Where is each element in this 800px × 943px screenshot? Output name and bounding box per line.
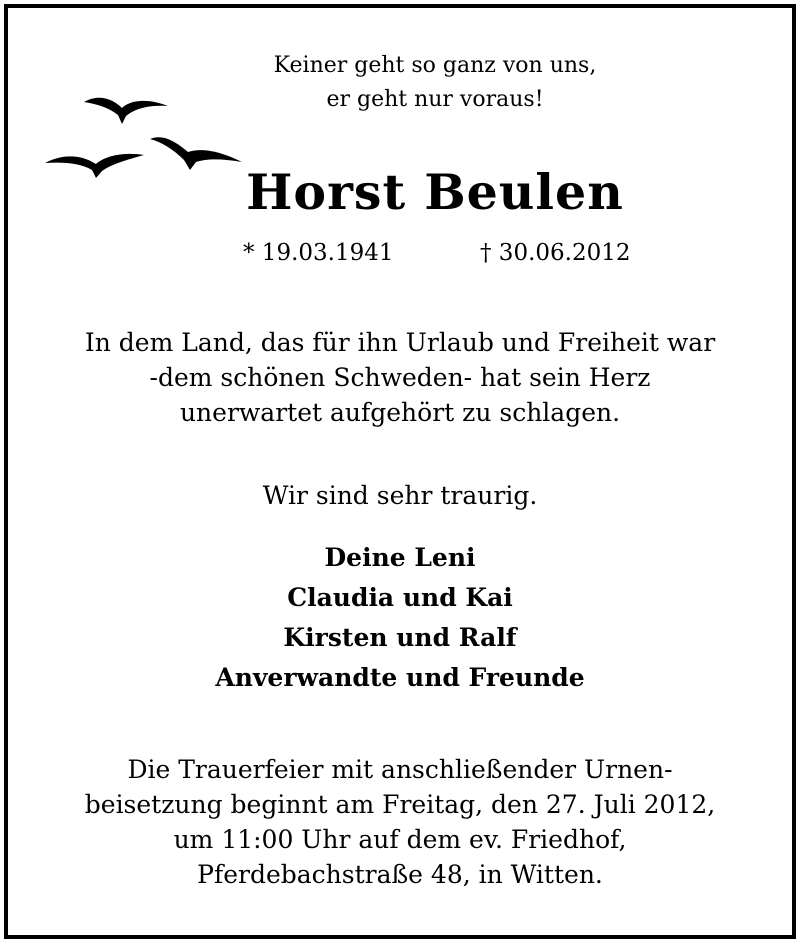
sorrow-line: Wir sind sehr traurig.: [262, 481, 538, 510]
message-line-2: -dem schönen Schweden- hat sein Herz: [149, 363, 651, 392]
message-line-3: unerwartet aufgehört zu schlagen.: [179, 398, 621, 427]
death-date: † 30.06.2012: [480, 240, 631, 266]
notice-line-1: Die Trauerfeier mit anschließender Urnen-: [127, 755, 673, 784]
mourner-name: Kirsten und Ralf: [283, 623, 517, 652]
motto-line-2: er geht nur voraus!: [326, 87, 544, 112]
funeral-notice: [0, 752, 800, 892]
obituary-message: [0, 325, 800, 430]
motto-line-1: Keiner geht so ganz von uns,: [273, 53, 597, 78]
sorrow-statement: [0, 478, 800, 513]
mourners-list: [0, 538, 800, 698]
motto-verse: [200, 49, 670, 117]
notice-line-3: um 11:00 Uhr auf dem ev. Friedhof,: [173, 825, 627, 854]
deceased-name: Horst Beulen: [246, 163, 624, 221]
message-line-1: In dem Land, das für ihn Urlaub und Freiheit war: [84, 328, 716, 357]
birth-date: * 19.03.1941: [243, 240, 394, 266]
mourner-name: Anverwandte und Freunde: [215, 663, 585, 692]
mourner-name: Deine Leni: [324, 543, 476, 572]
notice-line-2: beisetzung beginnt am Freitag, den 27. Juli 2012,: [84, 790, 716, 819]
mourner-name: Claudia und Kai: [287, 583, 513, 612]
notice-line-4: Pferdebachstraße 48, in Witten.: [197, 860, 603, 889]
